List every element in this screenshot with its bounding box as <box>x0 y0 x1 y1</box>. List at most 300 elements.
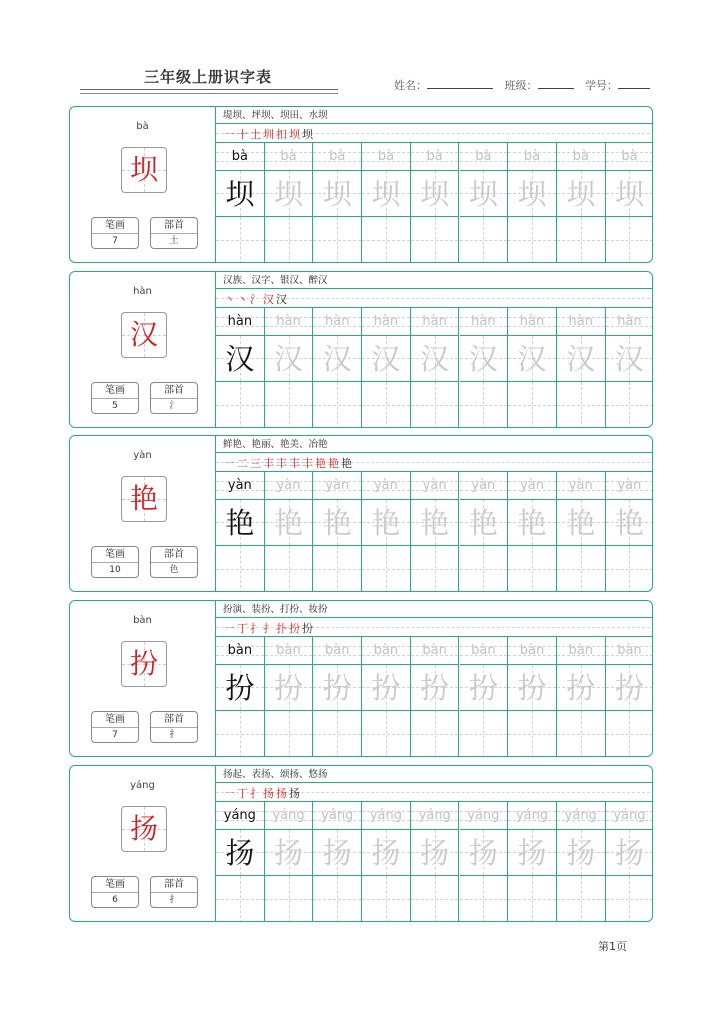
strokes-box <box>91 382 139 414</box>
pinyin-trace: yàn <box>276 478 301 493</box>
character-cell[interactable] <box>265 336 314 382</box>
character-cell[interactable] <box>362 500 411 546</box>
blank-practice-cell[interactable] <box>606 876 653 922</box>
pinyin-cell[interactable] <box>460 637 509 665</box>
card-character: 扬 <box>129 812 158 845</box>
pinyin-cell[interactable] <box>606 637 653 665</box>
blank-practice-cell[interactable] <box>362 546 411 592</box>
character-cell[interactable] <box>313 665 362 711</box>
pinyin-cell[interactable] <box>313 143 362 171</box>
character-cell[interactable] <box>557 336 606 382</box>
pinyin-trace: bàn <box>617 643 642 658</box>
character-cell[interactable] <box>313 500 362 546</box>
character-cell[interactable] <box>606 500 653 546</box>
character-trace: 汉 <box>371 342 401 376</box>
example-words: 鲜艳、艳丽、艳美、冶艳 <box>216 436 653 453</box>
character-trace: 坝 <box>371 177 401 211</box>
character-cell[interactable] <box>508 500 557 546</box>
stroke-order-row <box>216 124 653 143</box>
character-cell[interactable] <box>411 665 460 711</box>
character-box <box>121 476 167 522</box>
pinyin-trace: hàn <box>227 314 253 329</box>
practice-grid <box>216 637 653 757</box>
pinyin-cell[interactable] <box>557 802 606 830</box>
blank-practice-cell[interactable] <box>265 382 314 428</box>
stroke-step: 扮 <box>302 622 313 635</box>
blank-practice-cell[interactable] <box>411 876 460 922</box>
character-trace: 坝 <box>322 177 352 211</box>
pinyin-cell[interactable] <box>557 308 606 336</box>
character-cell[interactable] <box>606 171 653 217</box>
page-header <box>0 0 716 100</box>
blank-practice-cell[interactable] <box>460 546 509 592</box>
pinyin-trace: bàn <box>422 643 447 658</box>
radical-label: 部首 <box>151 547 197 563</box>
blank-practice-cell[interactable] <box>216 382 265 428</box>
pinyin-trace: bà <box>280 149 297 164</box>
character-trace: 扬 <box>614 836 644 870</box>
pinyin-cell[interactable] <box>460 472 509 500</box>
character-cell[interactable] <box>557 171 606 217</box>
pinyin-cell[interactable] <box>265 472 314 500</box>
pinyin-cell[interactable] <box>216 637 265 665</box>
example-words: 扬起、表扬、颂扬、悠扬 <box>216 766 653 783</box>
character-cell[interactable] <box>508 171 557 217</box>
blank-practice-cell[interactable] <box>216 876 265 922</box>
pinyin-trace: bà <box>621 149 638 164</box>
blank-practice-cell[interactable] <box>411 217 460 263</box>
card-info-panel <box>70 436 215 592</box>
blank-practice-cell[interactable] <box>606 711 653 757</box>
character-trace: 艳 <box>566 506 596 540</box>
stroke-step: ㇐ <box>224 622 235 635</box>
character-cell[interactable] <box>362 665 411 711</box>
character-cell[interactable] <box>216 665 265 711</box>
blank-practice-cell[interactable] <box>508 876 557 922</box>
pinyin-trace: hàn <box>325 314 350 329</box>
stroke-step: 三 <box>250 457 261 470</box>
pinyin-cell[interactable] <box>411 143 460 171</box>
blank-practice-cell[interactable] <box>460 217 509 263</box>
pinyin-trace: yáng <box>564 808 597 823</box>
character-cell[interactable] <box>362 830 411 876</box>
character-box <box>121 312 167 358</box>
character-trace: 汉 <box>614 342 644 376</box>
character-trace: 艳 <box>322 506 352 540</box>
character-cell[interactable] <box>313 336 362 382</box>
character-trace: 坝 <box>274 177 304 211</box>
character-trace: 汉 <box>566 342 596 376</box>
pinyin-cell[interactable] <box>216 308 265 336</box>
pinyin-cell[interactable] <box>362 308 411 336</box>
pinyin-cell[interactable] <box>557 472 606 500</box>
practice-panel <box>215 601 653 757</box>
blank-practice-cell[interactable] <box>606 382 653 428</box>
character-trace: 艳 <box>225 506 255 540</box>
stroke-step: 扌 <box>263 622 274 635</box>
pinyin-trace: yàn <box>568 478 593 493</box>
radical-box <box>150 546 198 578</box>
pinyin-cell[interactable] <box>460 308 509 336</box>
practice-grid <box>216 143 653 263</box>
card-info-panel <box>70 601 215 757</box>
character-cell[interactable] <box>606 830 653 876</box>
pinyin-cell[interactable] <box>362 472 411 500</box>
pinyin-cell[interactable] <box>216 472 265 500</box>
stroke-step: 扣 <box>276 128 287 141</box>
pinyin-trace: bàn <box>325 643 350 658</box>
pinyin-trace: hàn <box>568 314 593 329</box>
character-trace: 汉 <box>420 342 450 376</box>
strokes-box <box>91 217 139 249</box>
example-words: 扮演、装扮、打扮、妆扮 <box>216 601 653 618</box>
stroke-order-row <box>216 618 653 637</box>
blank-practice-cell[interactable] <box>508 546 557 592</box>
pinyin-cell[interactable] <box>606 472 653 500</box>
card-pinyin: bàn <box>133 615 152 626</box>
character-trace: 艳 <box>274 506 304 540</box>
character-trace: 扮 <box>420 671 450 705</box>
radical-value: 土 <box>169 236 179 246</box>
pinyin-cell[interactable] <box>508 143 557 171</box>
character-trace: 艳 <box>371 506 401 540</box>
blank-practice-cell[interactable] <box>216 546 265 592</box>
stroke-step: 艳 <box>315 457 326 470</box>
character-cell[interactable] <box>557 830 606 876</box>
character-trace: 坝 <box>420 177 450 211</box>
blank-practice-cell[interactable] <box>508 711 557 757</box>
character-card <box>69 600 653 757</box>
pinyin-cell[interactable] <box>265 637 314 665</box>
stroke-step: 丶 <box>237 293 248 306</box>
blank-practice-cell[interactable] <box>557 876 606 922</box>
pinyin-trace: yàn <box>520 478 544 493</box>
pinyin-trace: yáng <box>369 808 403 823</box>
character-cell[interactable] <box>313 171 362 217</box>
character-card <box>69 271 653 428</box>
pinyin-cell[interactable] <box>508 802 557 830</box>
character-cell[interactable] <box>508 665 557 711</box>
number-label: 学号： <box>585 79 618 92</box>
character-cell[interactable] <box>411 830 460 876</box>
blank-practice-cell[interactable] <box>508 382 557 428</box>
pinyin-trace: hàn <box>471 314 496 329</box>
strokes-label: 笔画 <box>92 218 138 234</box>
character-trace: 扮 <box>225 671 255 705</box>
pinyin-trace: bà <box>475 149 492 164</box>
character-cell[interactable] <box>411 500 460 546</box>
stroke-order-row <box>216 289 653 308</box>
stroke-step: 丁 <box>237 622 248 635</box>
number-blank[interactable] <box>618 79 650 89</box>
pinyin-trace: yàn <box>422 478 447 493</box>
radical-value: 扌 <box>169 730 179 740</box>
pinyin-cell[interactable] <box>460 143 509 171</box>
blank-practice-cell[interactable] <box>557 546 606 592</box>
stroke-step: 扑 <box>276 622 287 635</box>
card-pinyin: yàn <box>133 450 152 461</box>
radical-value: 色 <box>169 565 179 575</box>
character-cell[interactable] <box>216 336 265 382</box>
blank-practice-cell[interactable] <box>265 217 314 263</box>
pinyin-trace: yàn <box>617 478 642 493</box>
blank-practice-cell[interactable] <box>216 217 265 263</box>
pinyin-cell[interactable] <box>557 637 606 665</box>
blank-practice-cell[interactable] <box>265 711 314 757</box>
pinyin-cell[interactable] <box>606 143 653 171</box>
character-card <box>69 435 653 592</box>
character-trace: 汉 <box>322 342 352 376</box>
character-trace: 坝 <box>468 177 498 211</box>
character-trace: 扮 <box>566 671 596 705</box>
stroke-step: 丰 <box>302 457 313 470</box>
strokes-value: 10 <box>109 565 121 575</box>
radical-label: 部首 <box>151 877 197 893</box>
stroke-step: 扬 <box>263 787 274 800</box>
radical-box <box>150 711 198 743</box>
card-pinyin: yáng <box>130 780 155 791</box>
stroke-step: 十 <box>237 128 248 141</box>
character-trace: 扮 <box>274 671 304 705</box>
radical-box <box>150 382 198 414</box>
pinyin-trace: yáng <box>321 808 354 823</box>
stroke-step: 氵 <box>250 293 261 306</box>
strokes-box <box>91 546 139 578</box>
pinyin-trace: yáng <box>418 808 451 823</box>
character-cell[interactable] <box>557 665 606 711</box>
character-trace: 坝 <box>614 177 644 211</box>
pinyin-cell[interactable] <box>508 472 557 500</box>
character-cell[interactable] <box>460 171 509 217</box>
pinyin-cell[interactable] <box>216 802 265 830</box>
practice-panel <box>215 436 653 592</box>
character-trace: 扬 <box>468 836 498 870</box>
character-cell[interactable] <box>460 336 509 382</box>
example-words: 堤坝、坪坝、坝田、水坝 <box>216 107 653 124</box>
card-character: 汉 <box>129 318 158 351</box>
blank-practice-cell[interactable] <box>557 217 606 263</box>
pinyin-trace: yáng <box>223 808 256 823</box>
blank-practice-cell[interactable] <box>460 876 509 922</box>
pinyin-cell[interactable] <box>557 143 606 171</box>
pinyin-cell[interactable] <box>313 472 362 500</box>
blank-practice-cell[interactable] <box>411 711 460 757</box>
practice-grid <box>216 308 653 428</box>
pinyin-cell[interactable] <box>362 637 411 665</box>
class-blank[interactable] <box>538 79 574 89</box>
character-trace: 汉 <box>517 342 547 376</box>
character-cell[interactable] <box>216 171 265 217</box>
stroke-step: 二 <box>237 457 248 470</box>
stroke-step: 扌 <box>250 622 261 635</box>
character-trace: 扬 <box>420 836 450 870</box>
pinyin-trace: hàn <box>617 314 642 329</box>
character-cell[interactable] <box>265 665 314 711</box>
pinyin-trace: bà <box>426 149 443 164</box>
character-trace: 扮 <box>468 671 498 705</box>
character-cell[interactable] <box>411 171 460 217</box>
blank-practice-cell[interactable] <box>508 217 557 263</box>
pinyin-trace: bà <box>231 149 248 164</box>
character-cell[interactable] <box>508 830 557 876</box>
practice-grid <box>216 802 653 922</box>
character-card <box>69 765 653 922</box>
character-trace: 扮 <box>614 671 644 705</box>
pinyin-cell[interactable] <box>508 637 557 665</box>
strokes-value: 5 <box>112 401 118 411</box>
pinyin-cell[interactable] <box>411 472 460 500</box>
character-cell[interactable] <box>460 830 509 876</box>
character-trace: 坝 <box>566 177 596 211</box>
stroke-step: 艳 <box>328 457 339 470</box>
pinyin-trace: bàn <box>276 643 301 658</box>
blank-practice-cell[interactable] <box>362 382 411 428</box>
card-character: 扮 <box>129 647 158 680</box>
character-cell[interactable] <box>216 830 265 876</box>
practice-grid <box>216 472 653 592</box>
character-cell[interactable] <box>606 665 653 711</box>
radical-box <box>150 876 198 908</box>
blank-practice-cell[interactable] <box>362 217 411 263</box>
character-trace: 坝 <box>225 177 255 211</box>
blank-practice-cell[interactable] <box>313 546 362 592</box>
blank-practice-cell[interactable] <box>557 711 606 757</box>
pinyin-cell[interactable] <box>313 308 362 336</box>
pinyin-trace: yàn <box>373 478 398 493</box>
pinyin-cell[interactable] <box>265 802 314 830</box>
card-pinyin: bà <box>136 121 149 132</box>
pinyin-cell[interactable] <box>606 308 653 336</box>
character-cell[interactable] <box>265 830 314 876</box>
blank-practice-cell[interactable] <box>460 382 509 428</box>
blank-practice-cell[interactable] <box>313 217 362 263</box>
stroke-order-row <box>216 453 653 472</box>
pinyin-cell[interactable] <box>313 637 362 665</box>
pinyin-trace: bàn <box>373 643 399 658</box>
character-cell[interactable] <box>606 336 653 382</box>
name-blank[interactable] <box>427 79 493 89</box>
pinyin-cell[interactable] <box>362 802 411 830</box>
radical-value: 扌 <box>169 895 179 905</box>
character-cell[interactable] <box>362 171 411 217</box>
pinyin-cell[interactable] <box>265 308 314 336</box>
character-cell[interactable] <box>460 665 509 711</box>
stroke-step: ㇐ <box>224 128 235 141</box>
stroke-step: 丶 <box>224 293 235 306</box>
pinyin-trace: yàn <box>471 478 496 493</box>
blank-practice-cell[interactable] <box>265 546 314 592</box>
blank-practice-cell[interactable] <box>313 711 362 757</box>
character-cell[interactable] <box>265 171 314 217</box>
pinyin-trace: hàn <box>276 314 301 329</box>
character-trace: 汉 <box>468 342 498 376</box>
pinyin-trace: bà <box>329 149 346 164</box>
pinyin-trace: bà <box>377 149 395 164</box>
pinyin-cell[interactable] <box>411 637 460 665</box>
blank-practice-cell[interactable] <box>313 382 362 428</box>
character-trace: 艳 <box>614 506 644 540</box>
blank-practice-cell[interactable] <box>362 711 411 757</box>
pinyin-trace: yáng <box>613 808 646 823</box>
character-trace: 扬 <box>517 836 547 870</box>
blank-practice-cell[interactable] <box>606 217 653 263</box>
pinyin-cell[interactable] <box>411 802 460 830</box>
stroke-step: 坝 <box>289 128 300 141</box>
stroke-step: 圳 <box>263 128 274 141</box>
character-cell[interactable] <box>313 830 362 876</box>
stroke-step: 汉 <box>276 293 287 306</box>
practice-panel <box>215 107 653 263</box>
pinyin-trace: bàn <box>519 643 545 658</box>
character-trace: 坝 <box>517 177 547 211</box>
character-trace: 扬 <box>566 836 596 870</box>
stroke-step: 扬 <box>276 787 287 800</box>
character-cell[interactable] <box>557 500 606 546</box>
character-cell[interactable] <box>411 336 460 382</box>
character-card <box>69 106 653 263</box>
radical-value: 氵 <box>169 401 179 411</box>
pinyin-cell[interactable] <box>362 143 411 171</box>
blank-practice-cell[interactable] <box>460 711 509 757</box>
stroke-step: 丁 <box>237 787 248 800</box>
card-pinyin: hàn <box>133 286 152 297</box>
character-cell[interactable] <box>216 500 265 546</box>
character-trace: 汉 <box>225 342 255 376</box>
title-rule <box>80 93 338 94</box>
pinyin-trace: yáng <box>272 808 305 823</box>
character-trace: 扮 <box>517 671 547 705</box>
blank-practice-cell[interactable] <box>265 876 314 922</box>
character-cell[interactable] <box>362 336 411 382</box>
character-cell[interactable] <box>265 500 314 546</box>
blank-practice-cell[interactable] <box>411 382 460 428</box>
pinyin-trace: yàn <box>325 478 350 493</box>
blank-practice-cell[interactable] <box>557 382 606 428</box>
card-info-panel <box>70 107 215 263</box>
stroke-step: ㇐ <box>224 787 235 800</box>
blank-practice-cell[interactable] <box>411 546 460 592</box>
pinyin-cell[interactable] <box>313 802 362 830</box>
pinyin-cell[interactable] <box>606 802 653 830</box>
strokes-label: 笔画 <box>92 383 138 399</box>
stroke-step: 扮 <box>289 622 300 635</box>
radical-label: 部首 <box>151 712 197 728</box>
blank-practice-cell[interactable] <box>606 546 653 592</box>
blank-practice-cell[interactable] <box>216 711 265 757</box>
character-trace: 扬 <box>225 836 255 870</box>
strokes-box <box>91 876 139 908</box>
pinyin-trace: yáng <box>515 808 549 823</box>
pinyin-cell[interactable] <box>265 143 314 171</box>
character-cell[interactable] <box>508 336 557 382</box>
stroke-step: 土 <box>250 128 261 141</box>
card-info-panel <box>70 272 215 428</box>
character-cell[interactable] <box>460 500 509 546</box>
pinyin-cell[interactable] <box>460 802 509 830</box>
pinyin-cell[interactable] <box>216 143 265 171</box>
card-character: 坝 <box>129 153 158 186</box>
page-title: 三年级上册识字表 <box>143 68 272 86</box>
pinyin-trace: hàn <box>373 314 399 329</box>
character-trace: 艳 <box>420 506 450 540</box>
blank-practice-cell[interactable] <box>313 876 362 922</box>
stroke-step: 丰 <box>276 457 287 470</box>
pinyin-trace: bà <box>523 149 541 164</box>
stroke-step: 坝 <box>302 128 313 141</box>
pinyin-cell[interactable] <box>411 308 460 336</box>
blank-practice-cell[interactable] <box>362 876 411 922</box>
pinyin-cell[interactable] <box>508 308 557 336</box>
